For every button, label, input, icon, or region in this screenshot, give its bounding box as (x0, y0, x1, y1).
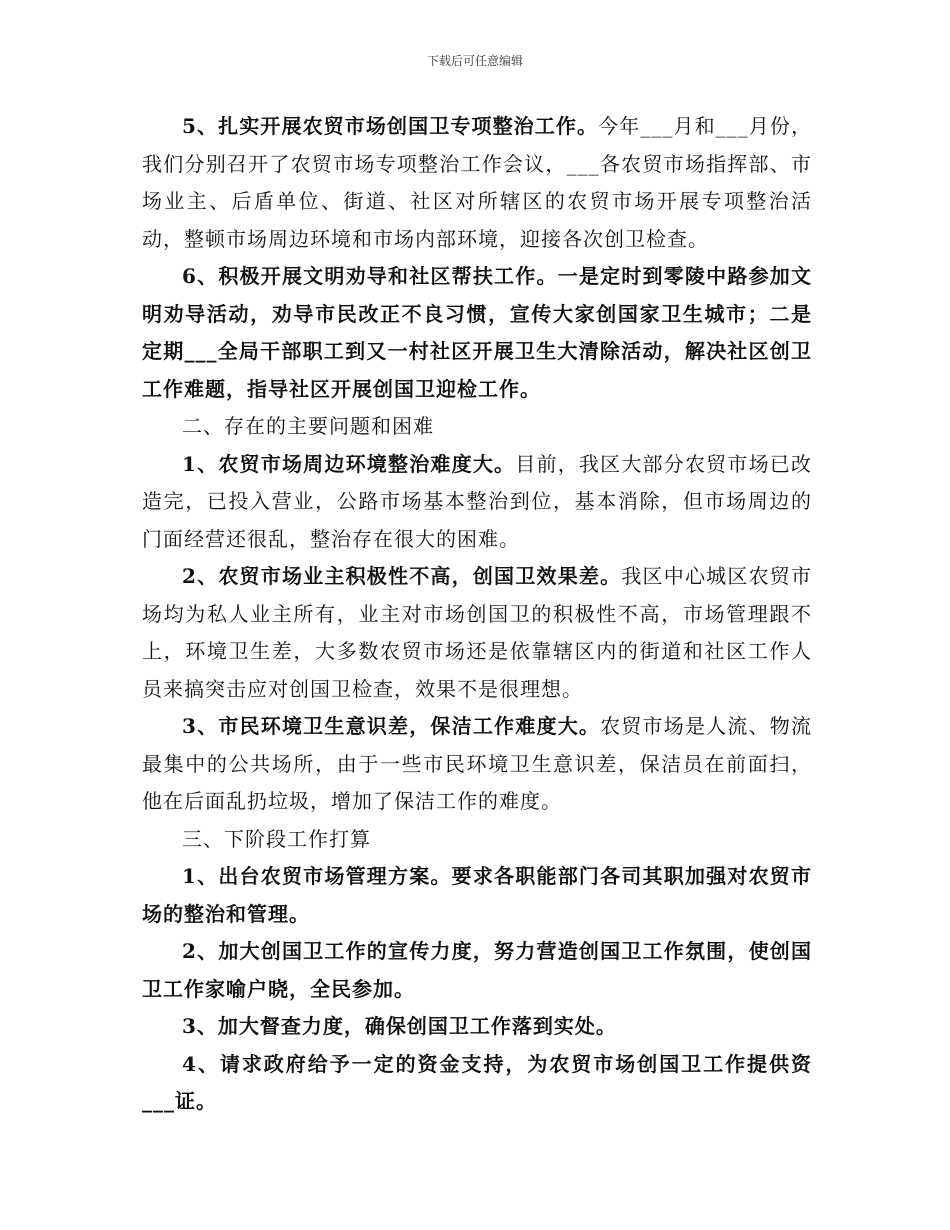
problem-2 (142, 558, 812, 708)
problem-3-body: 农贸市场是人流、物流最集中的公共场所，由于一些市民环境卫生意识差，保洁员在前面扫，他在后面乱扔垃圾，增加了保洁工作的难度。 (142, 714, 812, 813)
problem-3-lead: 3、市民环境卫生意识差，保洁工作难度大。 (182, 714, 601, 738)
paragraph-5 (142, 108, 812, 258)
problem-3 (142, 708, 812, 821)
section-heading-problems: 二、存在的主要问题和困难 (182, 414, 434, 438)
problem-1-lead: 1、农贸市场周边环境整治难度大。 (182, 451, 516, 476)
paragraph-5-body: 今年___月和___月份，我们分别召开了农贸市场专项整治工作会议，___各农贸市场指挥部、市场业主、后盾单位、街道、社区对所辖区的农贸市场开展专项整治活动，整顿市场周边环境和市场内部环境，迎接各次创卫检查。 (142, 114, 813, 251)
section-heading-plans: 三、下阶段工作打算 (182, 826, 371, 851)
problem-1 (142, 446, 812, 559)
plan-2: 2、加大创国卫工作的宣传力度，努力营造创国卫工作氛围，使创国卫工作家喻户晓，全民参加。 (142, 939, 812, 1001)
paragraph-6-lead: 6、积极开展文明劝导和社区帮扶工作。一是定时到零陵中路参加文明劝导活动，劝导市民改正不良习惯，宣传大家创国家卫生城市；二是定期___全局干部职工到又一村社区开展卫生大清除活动，解决社区创卫工作难题，指导社区开展创国卫迎检工作。 (142, 264, 812, 401)
document-body (142, 108, 812, 1121)
problem-2-lead: 2、农贸市场业主积极性不高，创国卫效果差。 (182, 564, 622, 588)
paragraph-5-lead: 5、扎实开展农贸市场创国卫专项整治工作。 (182, 114, 599, 138)
plan-1: 1、出台农贸市场管理方案。要求各职能部门各司其职加强对农贸市场的整治和管理。 (142, 864, 812, 926)
problem-1-body: 目前，我区大部分农贸市场已改造完，已投入营业，公路市场基本整治到位，基本消除，但市场周边的门面经营还很乱，整治存在很大的困难。 (142, 451, 813, 551)
plan-3: 3、加大督查力度，确保创国卫工作落到实处。 (182, 1014, 617, 1038)
plan-4: 4、请求政府给予一定的资金支持，为农贸市场创国卫工作提供资___证。 (142, 1051, 812, 1113)
page-header: 下载后可任意编辑 (426, 54, 523, 68)
paragraph-6 (142, 258, 812, 408)
problem-2-body: 我区中心城区农贸市场均为私人业主所有，业主对市场创国卫的积极性不高，市场管理跟不上，环境卫生差，大多数农贸市场还是依靠辖区内的街道和社区工作人员来搞突击应对创国卫检查，效果不是很理想。 (142, 564, 813, 701)
